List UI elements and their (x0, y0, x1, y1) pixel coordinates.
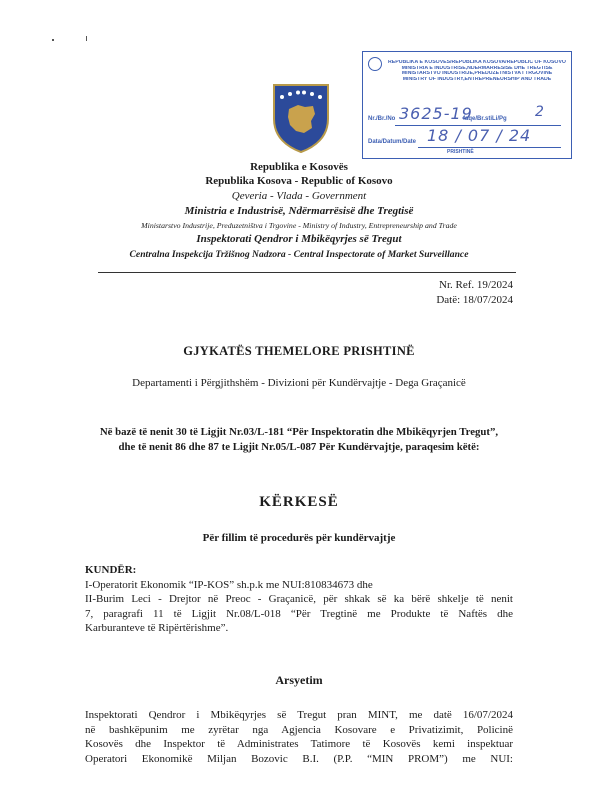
reasoning-line: Operatori Ekonomikë Miljan Bozovic B.I. (P.P. “MIN PROM”) me NUI: (85, 752, 513, 765)
reference-date: Datë: 18/07/2024 (436, 294, 513, 306)
reasoning-line: në bashkëpunim me zyrëtar nga Agjencia Kosovare e Privatizimit, Policinë (85, 723, 513, 736)
registry-stamp (362, 51, 572, 159)
reasoning-line: Inspektorati Qendror i Mbikëqyrjes së Tregut pran MINT, me datë 16/07/2024 (85, 709, 513, 721)
scan-mark (86, 36, 87, 41)
header-country-multi: Republika Kosova - Republic of Kosovo (205, 175, 393, 187)
header-country-sq: Republika e Kosovës (250, 161, 348, 173)
court-title: GJYKATËS THEMELORE PRISHTINË (183, 344, 415, 358)
reasoning-line: Kosovës dhe Inspektor të Administrates Tatimore të Kosovës kemi inspektuar (85, 738, 513, 751)
court-department: Departamenti i Përgjithshëm - Divizioni për Kundërvajtje - Dega Graçanicë (132, 377, 466, 389)
header-divider (98, 272, 516, 273)
header-government: Qeveria - Vlada - Government (231, 190, 367, 202)
kosovo-coat-of-arms-icon (271, 83, 331, 153)
stamp-header-line: REPUBLIKA E KOSOVËS/REPUBLIKA KOSOVA/REPUBLIC OF KOSOVO (388, 60, 566, 65)
header-ministry-translations: Ministarstvo Industrije, Preduzetništva i Trgovine - Ministry of Industry, Entrepreneurship and Trade (141, 221, 457, 230)
reference-number: Nr. Ref. 19/2024 (439, 279, 513, 291)
header-inspectorate: Inspektorati Qendror i Mbikëqyrjes së Tregut (196, 233, 402, 245)
stamp-header-line: MINISTRY OF INDUSTRY,ENTREPRENEURSHIP AND TRADE (402, 76, 552, 82)
request-title: KËRKESË (259, 494, 339, 510)
stamp-page-value: 2 (535, 104, 545, 120)
header-ministry: Ministria e Industrisë, Ndërmarrësisë dhe Tregtisë (184, 205, 414, 217)
legal-basis-line: Në bazë të nenit 30 të Ligjit Nr.03/L-181 “Për Inspektoratin dhe Mbikëqyrjen Tregut”, (99, 426, 499, 438)
reasoning-body (85, 708, 513, 766)
stamp-footer: PRISHTINË (447, 149, 474, 155)
stamp-header (385, 60, 569, 82)
request-subtitle: Për fillim të procedurës për kundërvajtje (202, 532, 396, 544)
against-label: KUNDËR: (85, 564, 137, 576)
stamp-page-label: faqe/Br.stiLi/Pg (463, 116, 507, 122)
scan-mark (52, 39, 54, 41)
stamp-date-label: Data/Datum/Date (368, 139, 417, 145)
reasoning-title: Arsyetim (275, 673, 323, 687)
against-party-2-line: Karburanteve të Ripërtërishme”. (85, 622, 229, 635)
stamp-nr-label: Nr./Br./No (368, 116, 396, 122)
against-party-2-line: II-Burim Leci - Drejtor në Preoc - Graçanicë, për shkak së ka bërë shkelje të nenit (85, 593, 513, 606)
against-section (85, 563, 513, 636)
legal-basis-line: dhe të nenit 86 dhe 87 te Ligjit Nr.05/L-087 Për Kundërvajtje, paraqesim këtë: (118, 441, 480, 453)
stamp-emblem-icon (368, 57, 382, 71)
stamp-date-value: 18 / 07 / 24 (427, 126, 532, 145)
against-party-2-line: 7, paragrafi 11 të Ligjit Nr.08/L-018 “Për Tregtinë me Produkte të Naftës dhe (85, 607, 513, 620)
stamp-header-line: MINISTARSTVO INDUSTRIJE,PREDUZETNIŠTVA I TRGOVINE (401, 71, 553, 77)
stamp-nr-value: 3625-19 (399, 104, 473, 123)
stamp-header-line: MINISTRIA E INDUSTRISË,NDËRMARRËSISË DHE TREGTISË (401, 65, 553, 71)
against-party-1: I-Operatorit Ekonomik “IP-KOS” sh.p.k me NUI:810834673 dhe (85, 578, 373, 591)
header-inspectorate-translations: Centralna Inspekcija Tržišnog Nadzora - Central Inspectorate of Market Surveillance (129, 249, 469, 260)
